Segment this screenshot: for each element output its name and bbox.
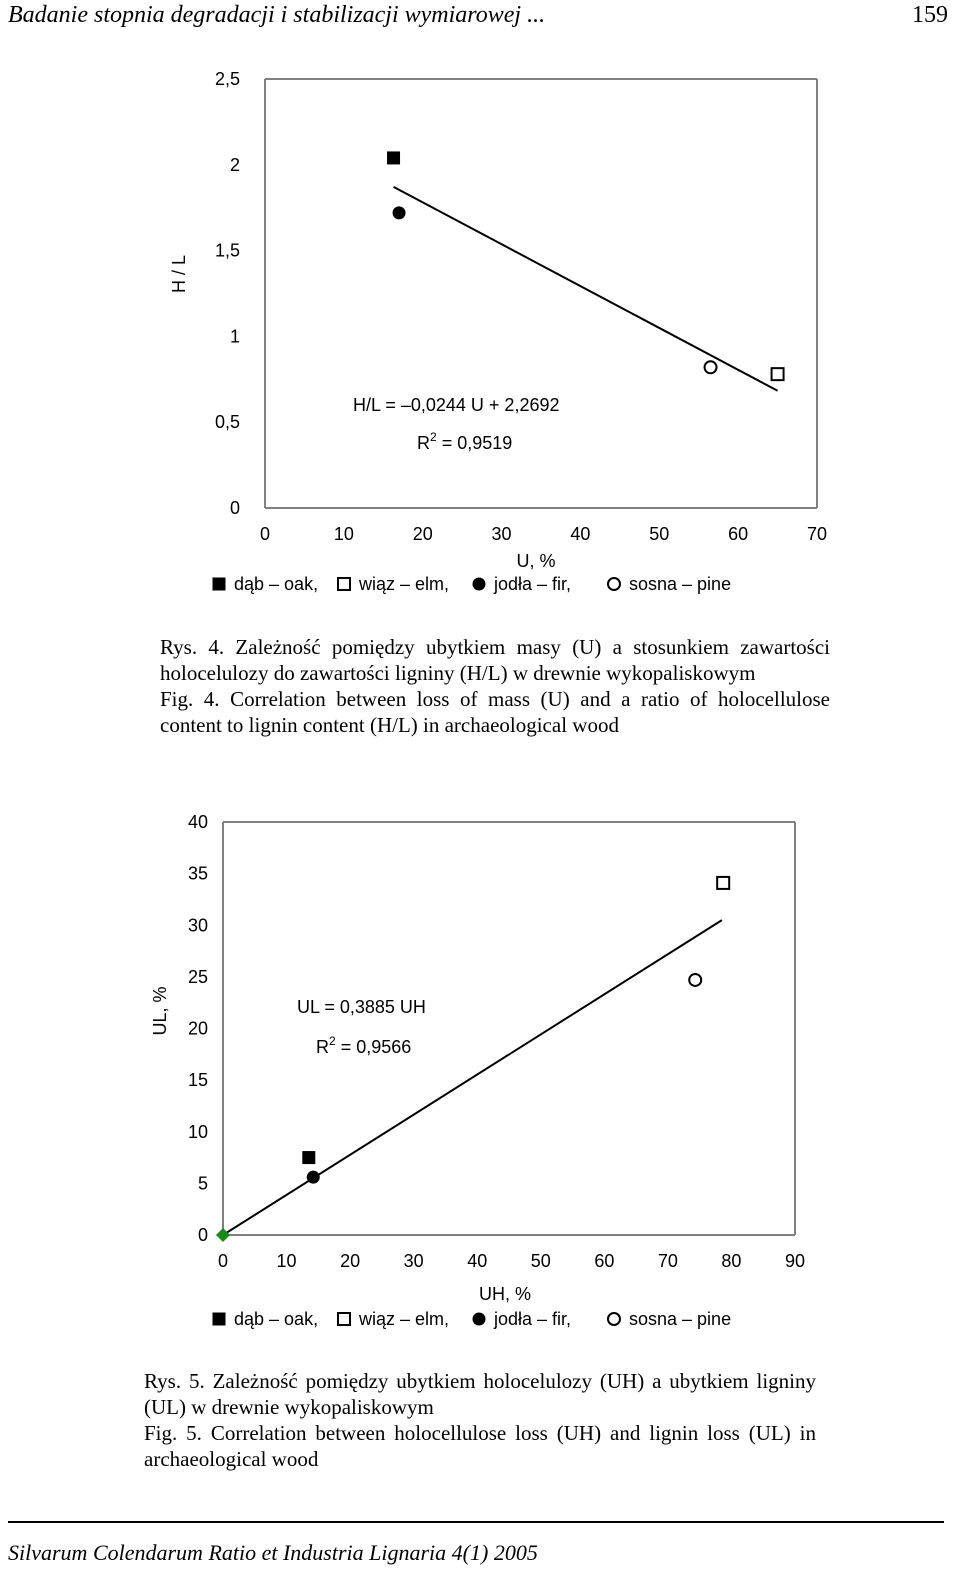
y-tick-label: 25: [187, 966, 208, 987]
x-tick-label: 70: [657, 1251, 678, 1271]
y-tick-label: 1,5: [214, 240, 240, 261]
y-tick-labels: [215, 69, 240, 518]
journal-footer: Silvarum Colendarum Ratio et Industria Lignaria 4(1) 2005: [8, 1540, 538, 1565]
y-axis-label: UL, %: [150, 986, 170, 1036]
y-tick-label: 0: [197, 1225, 208, 1245]
y-tick-label: 35: [187, 863, 208, 884]
x-tick-label: 0: [259, 524, 271, 544]
legend-label: wiąz – elm,: [359, 1309, 450, 1329]
figure-4-chart: [0, 60, 960, 620]
x-tick-label: 90: [784, 1251, 806, 1271]
data-point-filled-circle: [307, 1171, 320, 1184]
legend-label: wiąz – elm,: [359, 574, 450, 594]
x-tick-label: 70: [806, 524, 828, 544]
y-tick-label: 40: [187, 812, 208, 832]
r-squared-exponent: 2: [430, 430, 437, 444]
trend-line: [394, 187, 778, 391]
x-axis-label: UH, %: [478, 1284, 532, 1304]
y-tick-label: 0,5: [214, 412, 240, 433]
r-squared-letter: R: [316, 1037, 329, 1057]
legend: [213, 574, 732, 594]
y-tick-label: 5: [197, 1173, 208, 1194]
x-tick-label: 80: [721, 1251, 742, 1271]
data-points: [387, 151, 784, 380]
data-point-open-square: [772, 368, 784, 380]
data-point-filled-square: [387, 151, 400, 164]
caption-polish: Rys. 5. Zależność pomiędzy ubytkiem holocelulozy (UH) a ubytkiem ligniny (UL) w drewnie wykopaliskowym: [144, 1369, 816, 1419]
footer-rule: [8, 1521, 944, 1523]
y-tick-label: 1: [229, 326, 240, 347]
x-tick-label: 20: [412, 524, 433, 544]
x-tick-label: 50: [530, 1251, 551, 1271]
y-axis-label: H / L: [169, 254, 189, 294]
data-point-filled-circle: [393, 206, 406, 219]
x-tick-label: 40: [570, 524, 591, 544]
data-points: [216, 877, 729, 1242]
legend-marker-filled-circle: [473, 1313, 486, 1326]
page-number: 159: [912, 2, 948, 28]
legend-label: dąb – oak,: [234, 1309, 319, 1329]
y-tick-label: 2,5: [214, 69, 240, 89]
x-tick-label: 50: [649, 524, 670, 544]
caption-polish: Rys. 4. Zależność pomiędzy ubytkiem masy (U) a stosunkiem zawartości holocelulozy do zawartości ligniny (H/L) w drewnie wykopaliskowym: [160, 635, 830, 685]
running-title: Badanie stopnia degradacji i stabilizacji wymiarowej ...: [8, 2, 546, 28]
legend-marker-filled-square: [213, 1313, 226, 1326]
y-tick-labels: [188, 812, 208, 1245]
legend: [213, 1309, 732, 1329]
legend-label: jodła – fir,: [494, 1309, 572, 1329]
y-tick-label: 0: [229, 498, 240, 518]
y-tick-label: 2: [229, 154, 240, 175]
x-tick-label: 20: [340, 1251, 361, 1271]
figure-4-caption: [160, 634, 830, 738]
y-tick-label: 20: [187, 1018, 208, 1039]
legend-marker-open-square: [338, 1313, 350, 1325]
data-point-filled-square: [302, 1151, 315, 1164]
x-tick-label: 60: [594, 1251, 615, 1271]
legend-marker-filled-square: [213, 578, 226, 591]
legend-marker-filled-circle: [473, 578, 486, 591]
r-squared-exponent: 2: [329, 1034, 336, 1048]
r-squared: [417, 430, 512, 453]
x-tick-label: 40: [467, 1251, 488, 1271]
r-squared-letter: R: [417, 433, 430, 453]
y-tick-label: 15: [187, 1070, 208, 1091]
legend-label: jodła – fir,: [494, 574, 572, 594]
data-point-open-circle: [689, 974, 701, 986]
x-tick-labels: [260, 524, 827, 544]
data-point-green-diamond: [216, 1228, 230, 1242]
r-squared-value: = 0,9519: [436, 433, 513, 453]
regression-equation: UL = 0,3885 UH: [297, 997, 426, 1017]
data-point-open-square: [717, 877, 729, 889]
legend-marker-open-square: [338, 578, 350, 590]
r-squared: [316, 1034, 411, 1057]
x-tick-label: 0: [217, 1251, 229, 1271]
x-tick-label: 30: [491, 524, 512, 544]
x-tick-label: 10: [333, 524, 354, 544]
regression-equation: H/L = –0,0244 U + 2,2692: [353, 395, 560, 415]
legend-label: sosna – pine: [629, 574, 732, 594]
legend-label: dąb – oak,: [234, 574, 319, 594]
figure-5-chart: [0, 805, 960, 1355]
r-squared-value: = 0,9566: [335, 1037, 412, 1057]
y-tick-label: 30: [187, 915, 208, 936]
y-tick-label: 10: [187, 1121, 208, 1142]
x-tick-label: 10: [276, 1251, 297, 1271]
trend-line: [223, 920, 722, 1235]
caption-english: Fig. 5. Correlation between holocellulose loss (UH) and lignin loss (UL) in archaeological wood: [144, 1421, 816, 1471]
x-tick-labels: [218, 1251, 805, 1271]
x-tick-label: 60: [728, 524, 749, 544]
legend-marker-open-circle: [608, 1313, 620, 1325]
legend-label: sosna – pine: [629, 1309, 732, 1329]
x-axis-label: U, %: [516, 551, 556, 571]
legend-marker-open-circle: [608, 578, 620, 590]
caption-english: Fig. 4. Correlation between loss of mass (U) and a ratio of holocellulose content to lignin content (H/L) in archaeological wood: [160, 687, 830, 737]
running-header: [8, 2, 948, 32]
figure-5-caption: [144, 1368, 816, 1472]
data-point-open-circle: [705, 361, 717, 373]
x-tick-label: 30: [403, 1251, 424, 1271]
